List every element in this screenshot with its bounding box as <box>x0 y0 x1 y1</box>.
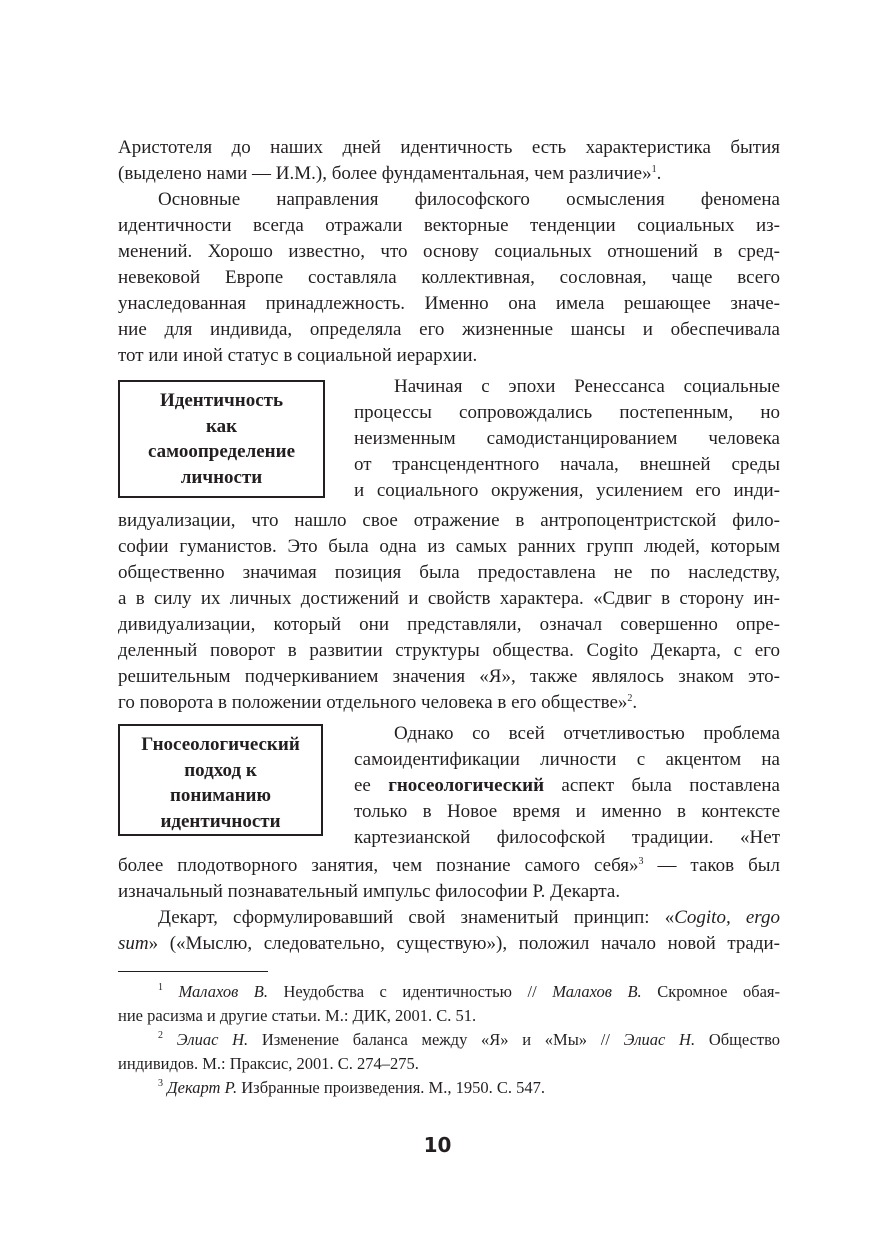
text-line: самоидентификации личности с акцентом на <box>354 749 780 770</box>
sidebar-box-line: личности <box>180 466 263 488</box>
text-line: идентичности всегда отражали векторные тенденции социальных из- <box>118 215 780 236</box>
emphasis-bold: гносеологический <box>388 775 545 796</box>
text-line: решительным подчеркиванием значения «Я», также являлось знаком это- <box>118 666 780 687</box>
text-line: общественно значимая позиция была предоставлена не по наследству, <box>118 562 780 583</box>
sidebar-box-line: как <box>205 415 238 437</box>
footnote-ref: 2 <box>627 693 633 704</box>
sidebar-box-line: самоопределение <box>147 441 296 462</box>
text-line: и социального окружения, усилением его инди- <box>354 480 780 501</box>
footnote: $^3$ Декарт Р. Избранные произведения. М., 1950. С. 547. <box>158 1078 545 1097</box>
text-line: менений. Хорошо известно, что основу социальных отношений в сред- <box>118 241 780 262</box>
text-line: процессы сопровождались постепенным, но <box>354 402 780 423</box>
footnote: $^2$ Элиас Н. Изменение баланса между «Я» и «Мы» // Элиас Н. Общество <box>158 1030 781 1049</box>
text-line: sum» («Мыслю, следовательно, существую»), положил начало новой тради- <box>118 933 780 954</box>
text-line: картезианской философской традиции. «Нет <box>354 827 780 848</box>
sidebar-box-gnoseology <box>118 724 323 836</box>
emphasis-italic: Cogito, ergo <box>674 907 780 928</box>
footnote-divider <box>118 971 268 972</box>
text-line: Декарт, сформулировавший свой знаменитый принцип: «Cogito, ergo <box>158 907 780 928</box>
text-line: более плодотворного занятия, чем познание самого себя»$^3$ — таков был <box>118 855 780 876</box>
sidebar-box-line: Гносеологический <box>141 734 300 755</box>
sidebar-box-identity <box>118 380 325 498</box>
text-line: неизменным самодистанцированием человека <box>354 428 780 449</box>
footnote-ref: 1 <box>651 164 657 175</box>
sidebar-box-line: идентичности <box>160 810 281 832</box>
emphasis-italic: sum <box>118 933 149 954</box>
footnote: индивидов. М.: Праксис, 2001. С. 274–275. <box>118 1054 419 1073</box>
sidebar-box-line: подход к <box>184 759 257 781</box>
text-line: деленный поворот в развитии структуры общества. Cogito Декарта, с его <box>118 640 780 661</box>
text-line: дивидуализации, который они представляли, означал совершенно опре- <box>118 614 780 635</box>
footnote-ref: 3 <box>638 856 644 867</box>
text-line: видуализации, что нашло свое отражение в антропоцентристской фило- <box>118 510 780 531</box>
text-line: (выделено нами — И.М.), более фундаментальная, чем различие»$^1$. <box>118 163 662 184</box>
text-line: го поворота в положении отдельного человека в его обществе»$^2$. <box>118 692 638 713</box>
text-line: от трансцендентного начала, внешней среды <box>354 454 780 475</box>
text-line: ее гносеологический аспект была поставлена <box>354 775 780 796</box>
page-number: 10 <box>423 1133 452 1157</box>
footnote: $^1$ Малахов В. Неудобства с идентичностью // Малахов В. Скромное обая- <box>158 982 781 1001</box>
text-line: а в силу их личных достижений и свойств характера. «Сдвиг в сторону ин- <box>118 588 780 609</box>
text-line: ние для индивида, определяла его жизненные шансы и обеспечивала <box>118 319 780 340</box>
sidebar-box-line: пониманию <box>169 785 272 806</box>
footnote: ние расизма и другие статьи. М.: ДИК, 2001. С. 51. <box>118 1006 477 1025</box>
text-line: только в Новое время и именно в контексте <box>354 801 780 822</box>
text-line: изначальный познавательный импульс философии Р. Декарта. <box>118 881 621 902</box>
text-line: Начиная с эпохи Ренессанса социальные <box>394 376 780 397</box>
text-line: невековой Европе составляла коллективная, сословная, чаще всего <box>118 267 780 288</box>
sidebar-box-line: Идентичность <box>159 390 284 411</box>
text-line: Аристотеля до наших дней идентичность есть характеристика бытия <box>118 137 780 158</box>
text-line: Основные направления философского осмысления феномена <box>158 189 780 210</box>
text-line: тот или иной статус в социальной иерархии. <box>118 345 478 366</box>
text-line: софии гуманистов. Это была одна из самых ранних групп людей, которым <box>118 536 780 557</box>
text-line: унаследованная принадлежность. Именно она имела решающее значе- <box>118 293 780 314</box>
text-line: Однако со всей отчетливостью проблема <box>394 723 780 744</box>
